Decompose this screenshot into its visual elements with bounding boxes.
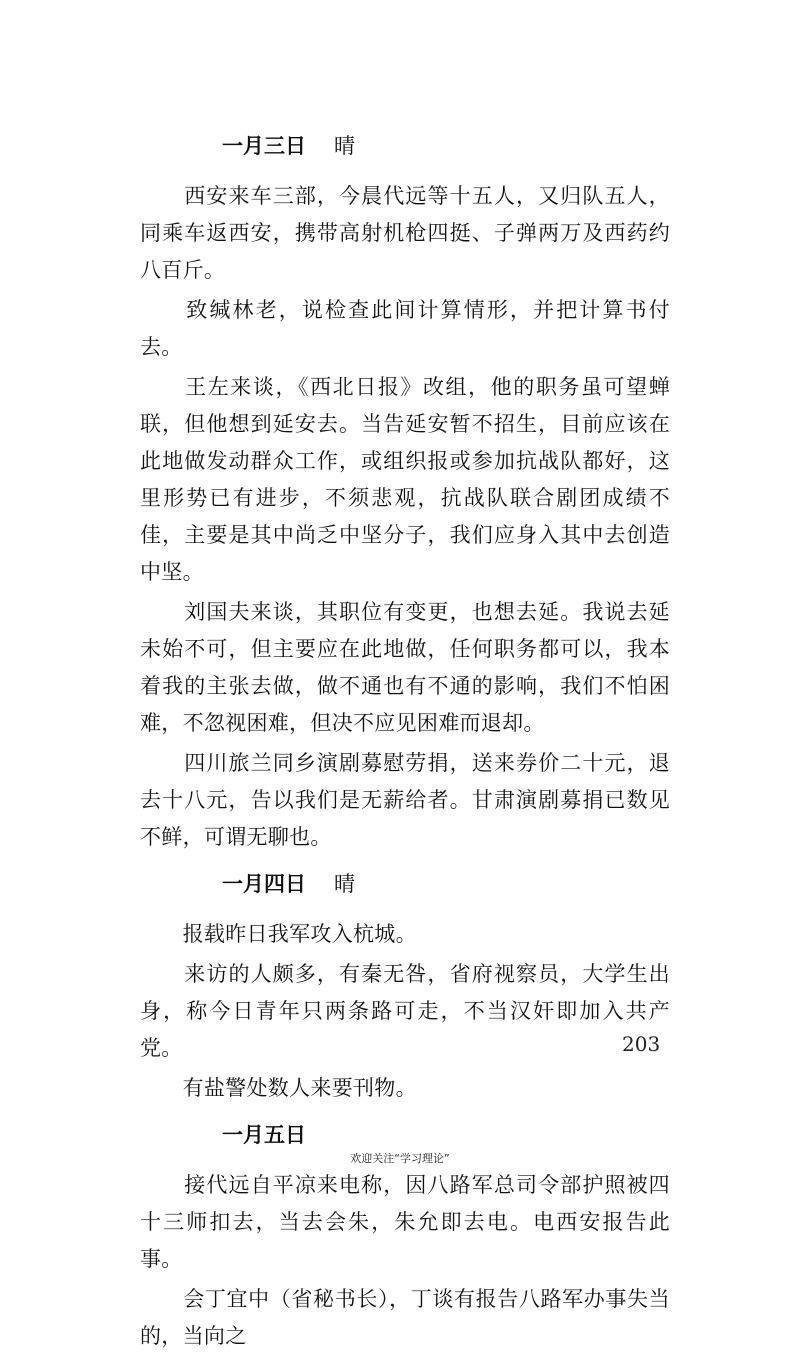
paragraph: 四川旅兰同乡演剧募慰劳捐，送来券价二十元，退去十八元，告以我们是无薪给者。甘肃演剧募捐已数见不鲜，可谓无聊也。 (140, 751, 670, 849)
entry-heading-jan-5 (222, 1117, 670, 1153)
entry-date: 一月四日 (222, 872, 306, 896)
paragraph: 来访的人颇多，有秦无咎，省府视察员，大学生出身，称今日青年只两条路可走，不当汉奸即加入共产党。 (140, 962, 670, 1060)
entry-heading-jan-4 (222, 866, 670, 902)
paragraph: 致缄林老，说检查此间计算情形，并把计算书付去。 (140, 298, 670, 359)
paragraph: 会丁宜中（省秘书长），丁谈有报告八路军办事失当的，当向之 (140, 1287, 670, 1348)
paragraph: 接代远自平凉来电称，因八路军总司令部护照被四十三师扣去，当去会朱，朱允即去电。电西安报告此事。 (140, 1173, 670, 1271)
entry-weather: 晴 (334, 872, 355, 896)
diary-content (140, 118, 670, 1358)
paragraph: 报载昨日我军攻入杭城。 (182, 922, 417, 946)
page-number: 203 (622, 1032, 661, 1056)
entry-weather: 晴 (334, 134, 355, 158)
paragraph: 刘国夫来谈，其职位有变更，也想去延。我说去延未始不可，但主要应在此地做，任何职务都可以，我本着我的主张去做，做不通也有不通的影响，我们不怕困难，不忽视困难，但决不应见困难而退却。 (140, 600, 670, 735)
paragraph: 王左来谈，《西北日报》改组，他的职务虽可望蝉联，但他想到延安去。当告延安暂不招生，目前应该在此地做发动群众工作，或组织报或参加抗战队都好，这里形势已有进步，不须悲观，抗战队联合剧团成绩不佳，主要是其中尚乏中坚分子，我们应身入其中去创造中坚。 (140, 375, 670, 584)
entry-date: 一月三日 (222, 134, 306, 158)
paragraph: 有盐警处数人来要刊物。 (182, 1076, 417, 1100)
entry-heading-jan-3 (222, 128, 670, 164)
entry-date: 一月五日 (222, 1123, 306, 1147)
footer-note: 欢迎关注“学习理论” (350, 1152, 450, 1165)
paragraph: 西安来车三部，今晨代远等十五人，又归队五人，同乘车返西安，携带高射机枪四挺、子弹两万及西药约八百斤。 (140, 184, 670, 282)
